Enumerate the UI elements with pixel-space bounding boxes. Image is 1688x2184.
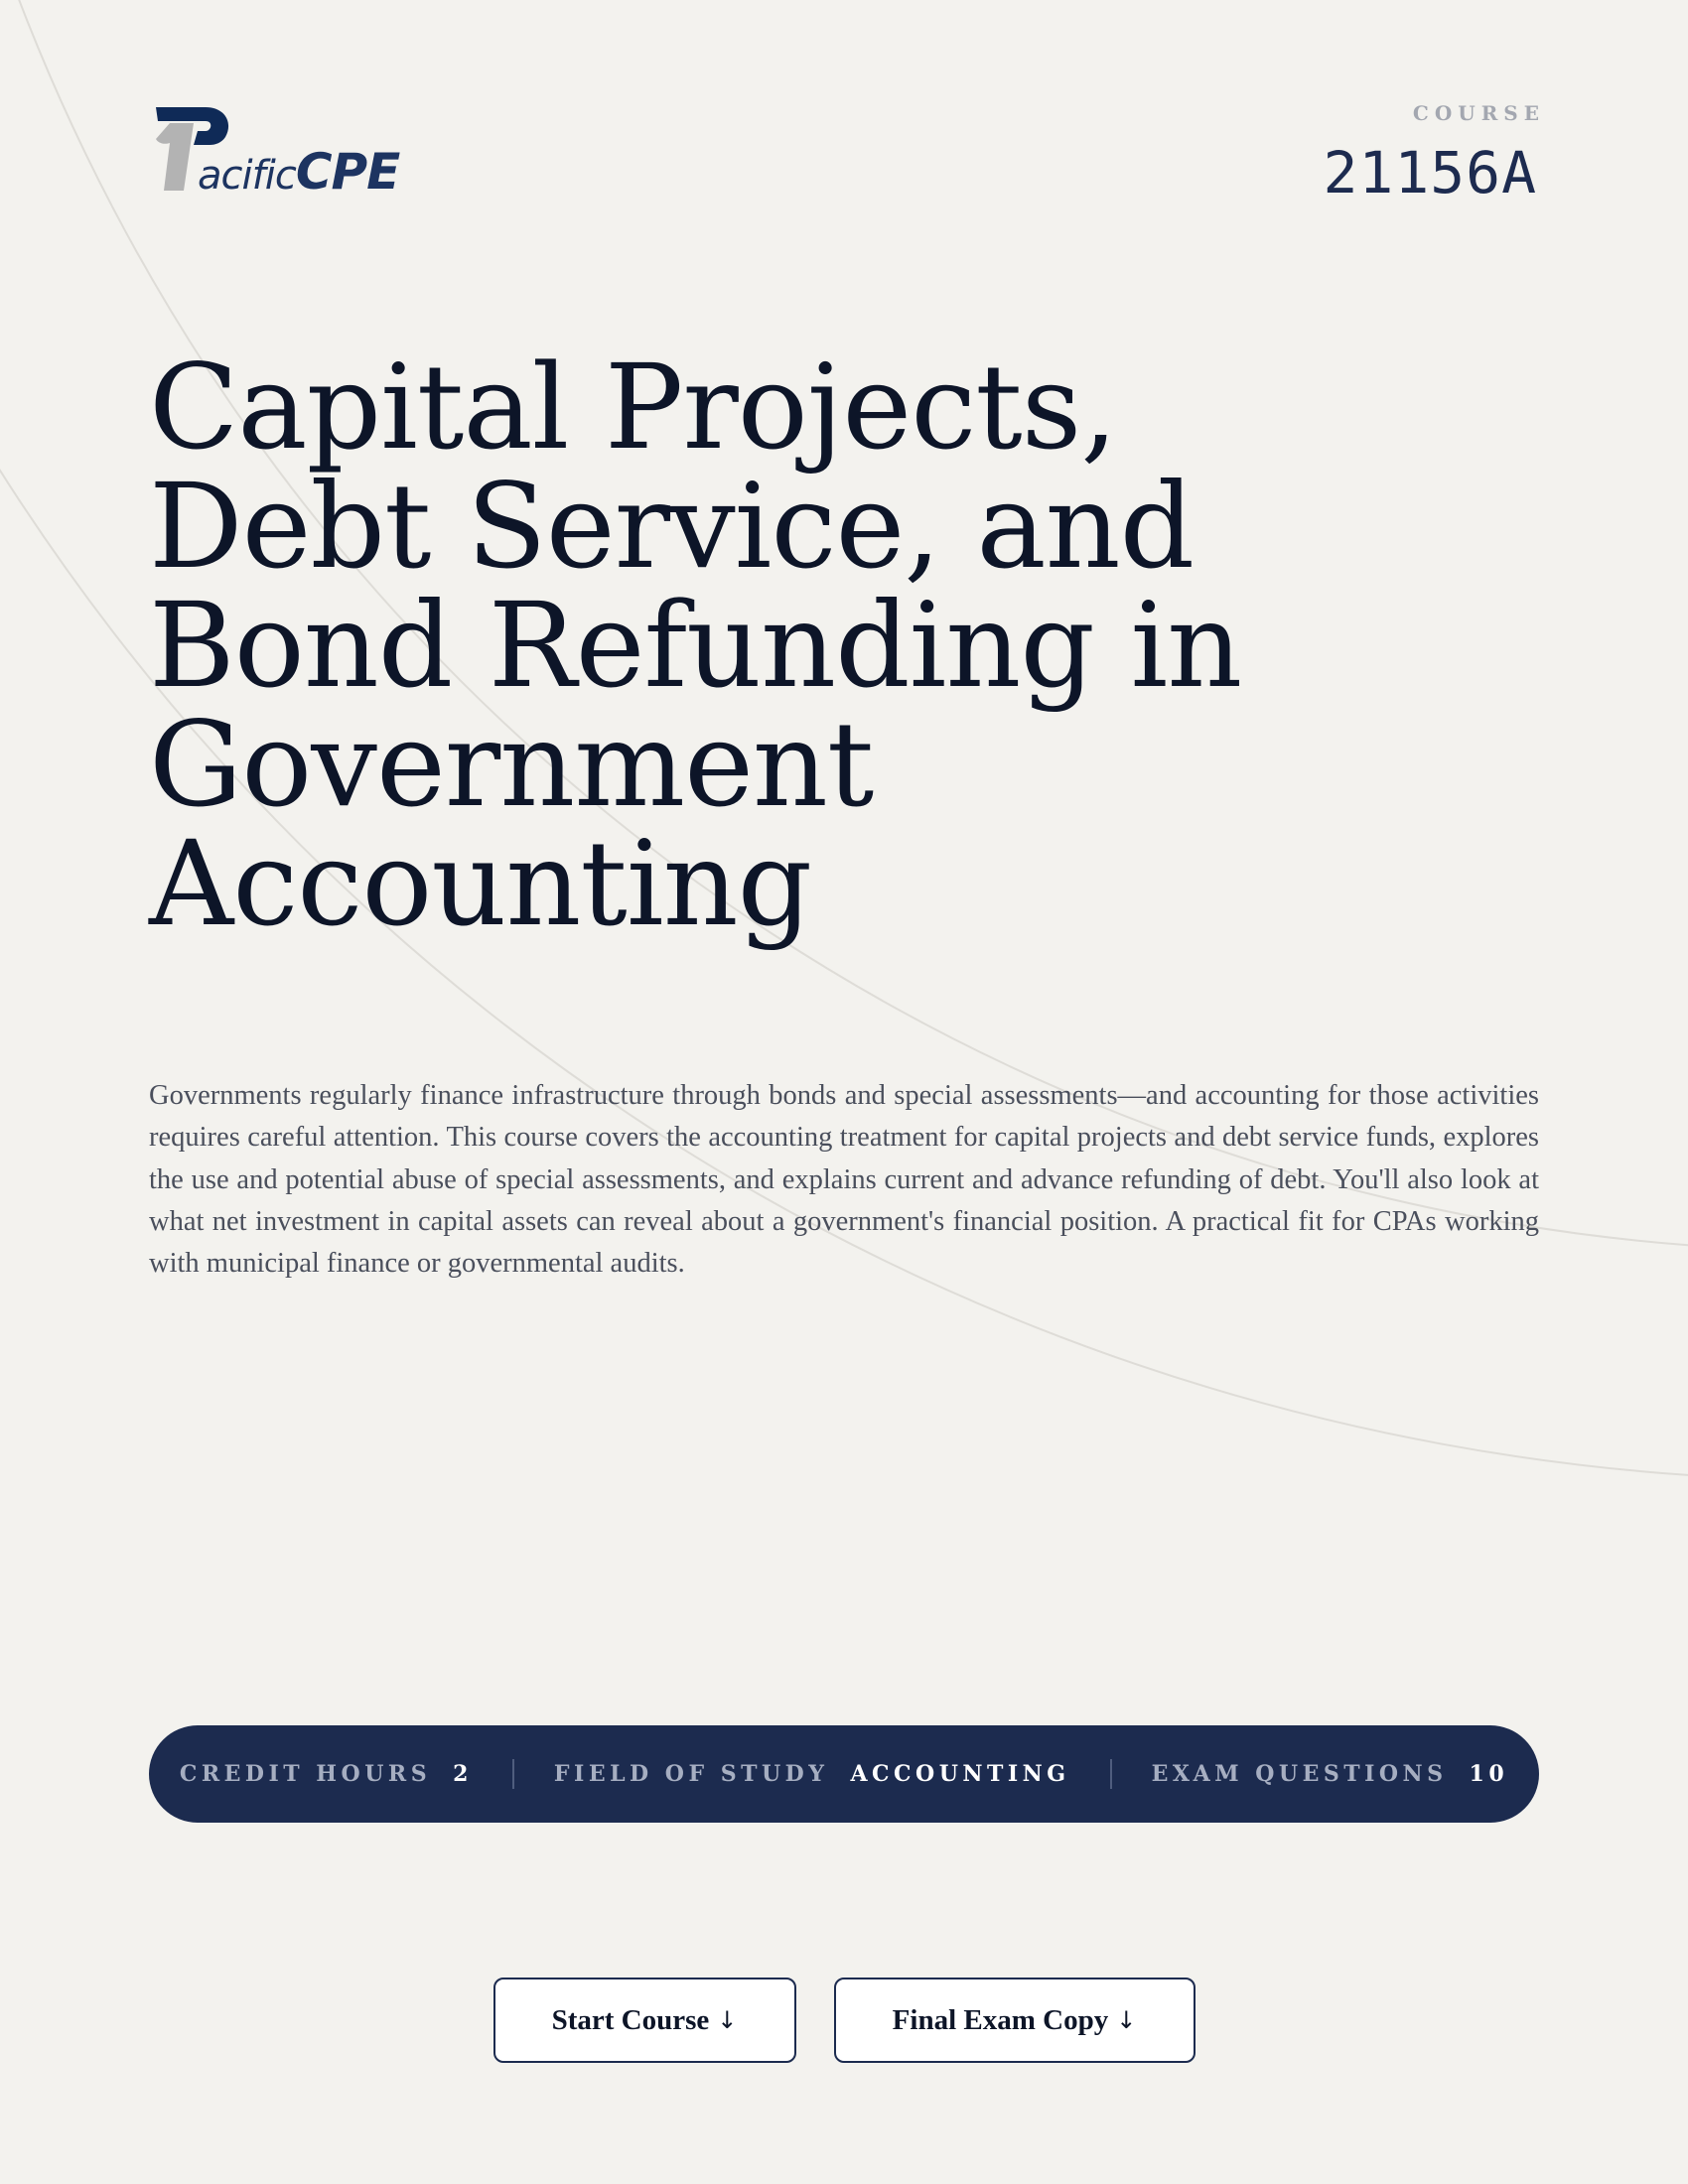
- stat-divider: [512, 1759, 514, 1789]
- logo-text-main: acific: [198, 153, 296, 199]
- course-description: Governments regularly finance infrastructure through bonds and special assessments—and accounting for those activities requires careful attention. This course covers the accounting treatment for capital projects and debt service funds, explores the use and potential abuse of special assessments, and explains current and advance refunding of debt. You'll also look at what net investment in capital assets can reveal about a government's financial position. A practical fit for CPAs working with municipal finance or governmental audits.: [149, 1080, 1539, 1280]
- course-label: COURSE: [1412, 101, 1545, 125]
- title-line-5: Accounting: [149, 815, 812, 952]
- stat-exam-questions: [1152, 1761, 1509, 1787]
- stat-field-of-study: [554, 1761, 1070, 1787]
- stat-exam-label: EXAM QUESTIONS: [1151, 1761, 1448, 1787]
- title-line-2: Debt Service, and: [149, 458, 1195, 595]
- stat-field-label: FIELD OF STUDY: [553, 1761, 829, 1787]
- course-stats-bar: [149, 1725, 1539, 1823]
- course-code: 21156A: [1323, 139, 1537, 206]
- pacific-cpe-logo[interactable]: [154, 103, 412, 203]
- stat-exam-value: 10: [1469, 1761, 1509, 1787]
- title-line-4: Government: [149, 696, 874, 833]
- final-exam-copy-label: Final Exam Copy: [892, 2003, 1109, 2036]
- arrow-down-icon: ↓: [1116, 2006, 1137, 2034]
- title-line-1: Capital Projects,: [149, 339, 1117, 476]
- stat-credit-hours: [180, 1761, 473, 1787]
- title-line-3: Bond Refunding in: [149, 577, 1242, 714]
- logo-text-suffix: CPE: [295, 143, 400, 201]
- start-course-label: Start Course: [551, 2003, 710, 2036]
- final-exam-copy-button[interactable]: [834, 1978, 1196, 2063]
- action-buttons: [0, 1978, 1688, 2063]
- course-title: [149, 339, 1340, 952]
- stat-field-value: ACCOUNTING: [850, 1761, 1070, 1787]
- stat-credit-hours-label: CREDIT HOURS: [179, 1761, 432, 1787]
- logo-wordmark: [198, 143, 400, 201]
- start-course-button[interactable]: [493, 1978, 796, 2063]
- stat-divider: [1110, 1759, 1112, 1789]
- arrow-down-icon: ↓: [717, 2006, 738, 2034]
- stat-credit-hours-value: 2: [453, 1761, 473, 1787]
